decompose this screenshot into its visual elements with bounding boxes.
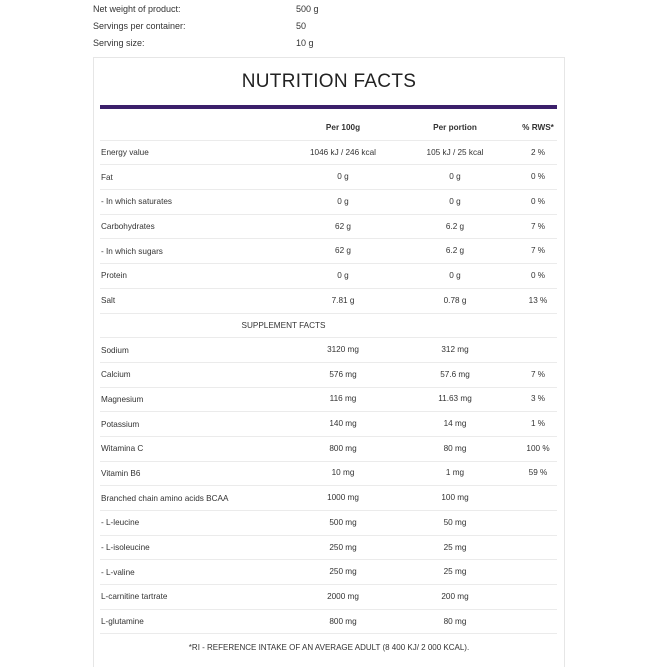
supplement-per100: 800 mg: [329, 616, 357, 626]
nutrient-row: [100, 215, 557, 240]
supplement-per100: 800 mg: [329, 443, 357, 453]
nutrient-rws: 13 %: [528, 295, 548, 305]
supplement-row: [100, 338, 557, 363]
supplement-rws: 3 %: [530, 394, 546, 404]
supplement-per100: 116 mg: [329, 394, 357, 404]
supplement-rws: 59 %: [528, 468, 548, 478]
meta-label: Servings per container:: [93, 20, 186, 31]
supplement-portion: 312 mg: [441, 345, 469, 355]
supplement-portion: 50 mg: [443, 517, 467, 527]
supplement-name: Branched chain amino acids BCAA: [101, 493, 229, 503]
product-meta: [93, 0, 573, 51]
supplement-facts-heading: [100, 314, 557, 339]
supplement-name: Calcium: [101, 370, 131, 380]
nutrient-rws: 7 %: [530, 221, 546, 231]
nutrient-rws: 7 %: [530, 246, 546, 256]
nutrient-name: Fat: [101, 172, 113, 182]
meta-row-servings: [93, 17, 573, 34]
nutrient-per100: 1046 kJ / 246 kcal: [310, 147, 376, 157]
header-rws: % RWS*: [522, 122, 554, 132]
title-divider: [100, 105, 557, 109]
supplement-per100: 140 mg: [329, 419, 357, 429]
header-portion: Per portion: [433, 122, 477, 132]
supplement-portion: 25 mg: [443, 567, 467, 577]
supplement-per100: 500 mg: [329, 517, 357, 527]
supplement-row: [100, 363, 557, 388]
nutrition-facts-title: NUTRITION FACTS: [241, 71, 417, 92]
nutrient-portion: 6.2 g: [445, 221, 465, 231]
supplement-per100: 250 mg: [329, 567, 357, 577]
supplement-portion: 100 mg: [441, 493, 469, 503]
supplement-per100: 3120 mg: [327, 345, 359, 355]
supplement-portion: 200 mg: [441, 591, 469, 601]
supplement-name: Sodium: [101, 345, 129, 355]
supplement-row: [100, 412, 557, 437]
nutrient-per100: 0 g: [337, 196, 349, 206]
nutrient-portion: 0 g: [449, 196, 461, 206]
supplement-rws: 7 %: [530, 369, 546, 379]
supplement-row: [100, 462, 557, 487]
nutrient-row: [100, 190, 557, 215]
nutrient-per100: 0 g: [337, 172, 349, 182]
nutrient-portion: 6.2 g: [445, 246, 465, 256]
nutrient-rws: 2 %: [530, 147, 546, 157]
supplement-portion: 1 mg: [445, 468, 465, 478]
meta-value: 10 g: [296, 37, 314, 48]
nutrient-per100: 62 g: [335, 221, 351, 231]
supplement-row: [100, 486, 557, 511]
nutrient-per100: 7.81 g: [331, 295, 355, 305]
meta-row-serving-size: [93, 34, 573, 51]
supplement-per100: 576 mg: [329, 369, 357, 379]
nutrient-rws: 0 %: [530, 196, 546, 206]
supplement-name: Potassium: [101, 419, 140, 429]
supplement-row: [100, 536, 557, 561]
supplement-portion: 14 mg: [443, 419, 467, 429]
nutrient-name: - In which saturates: [101, 197, 172, 207]
nutrient-portion: 105 kJ / 25 kcal: [426, 147, 484, 157]
nutrient-row: [100, 165, 557, 190]
meta-label: Serving size:: [93, 37, 145, 48]
supplement-per100: 2000 mg: [327, 591, 359, 601]
nutrient-per100: 0 g: [337, 270, 349, 280]
nutrient-name: - In which sugars: [101, 246, 163, 256]
supplement-per100: 250 mg: [329, 542, 357, 552]
supplement-portion: 25 mg: [443, 542, 467, 552]
nutrient-portion: 0 g: [449, 270, 461, 280]
supplement-per100: 1000 mg: [327, 493, 359, 503]
nutrient-portion: 0 g: [449, 172, 461, 182]
meta-value: 50: [296, 20, 307, 31]
supplement-rws: 100 %: [526, 443, 550, 453]
supplement-facts-label: SUPPLEMENT FACTS: [241, 320, 326, 330]
supplement-rws: 1 %: [530, 419, 546, 429]
nutrient-portion: 0.78 g: [443, 295, 467, 305]
nutrient-name: Salt: [101, 296, 116, 306]
supplement-row: [100, 511, 557, 536]
supplement-name: Magnesium: [101, 394, 144, 404]
nutrient-rws: 0 %: [530, 270, 546, 280]
nutrient-name: Protein: [101, 271, 127, 281]
supplement-name: L-carnitine tartrate: [101, 592, 168, 602]
meta-row-weight: [93, 0, 573, 17]
supplement-portion: 80 mg: [443, 443, 467, 453]
supplement-per100: 10 mg: [331, 468, 355, 478]
supplement-row: [100, 610, 557, 635]
supplement-name: - L-valine: [101, 567, 135, 577]
nutrient-row: [100, 239, 557, 264]
supplement-row: [100, 585, 557, 610]
nutrient-row: [100, 289, 557, 314]
supplement-name: Witamina C: [101, 444, 144, 454]
nutrient-row: [100, 141, 557, 166]
nutrient-per100: 62 g: [335, 246, 351, 256]
nutrition-facts-card: [93, 57, 565, 667]
meta-value: 500 g: [296, 3, 319, 14]
supplement-row: [100, 560, 557, 585]
supplement-portion: 80 mg: [443, 616, 467, 626]
nutrient-row: [100, 264, 557, 289]
supplement-portion: 11.63 mg: [438, 394, 472, 404]
supplement-name: Vitamin B6: [101, 468, 141, 478]
table-header-row: [100, 116, 557, 141]
nutrition-table: [100, 116, 557, 634]
nutrient-name: Energy value: [101, 148, 149, 158]
supplement-row: [100, 437, 557, 462]
supplement-name: - L-isoleucine: [101, 543, 150, 553]
nutrient-name: Carbohydrates: [101, 222, 155, 232]
supplement-name: - L-leucine: [101, 518, 140, 528]
supplement-name: L-glutamine: [101, 617, 144, 627]
supplement-portion: 57.6 mg: [440, 369, 470, 379]
nutrient-rws: 0 %: [530, 172, 546, 182]
header-per100: Per 100g: [325, 122, 361, 132]
meta-label: Net weight of product:: [93, 3, 181, 14]
supplement-row: [100, 388, 557, 413]
footnote: *RI - REFERENCE INTAKE OF AN AVERAGE ADULT (8 400 KJ/ 2 000 KCAL).: [188, 643, 470, 652]
